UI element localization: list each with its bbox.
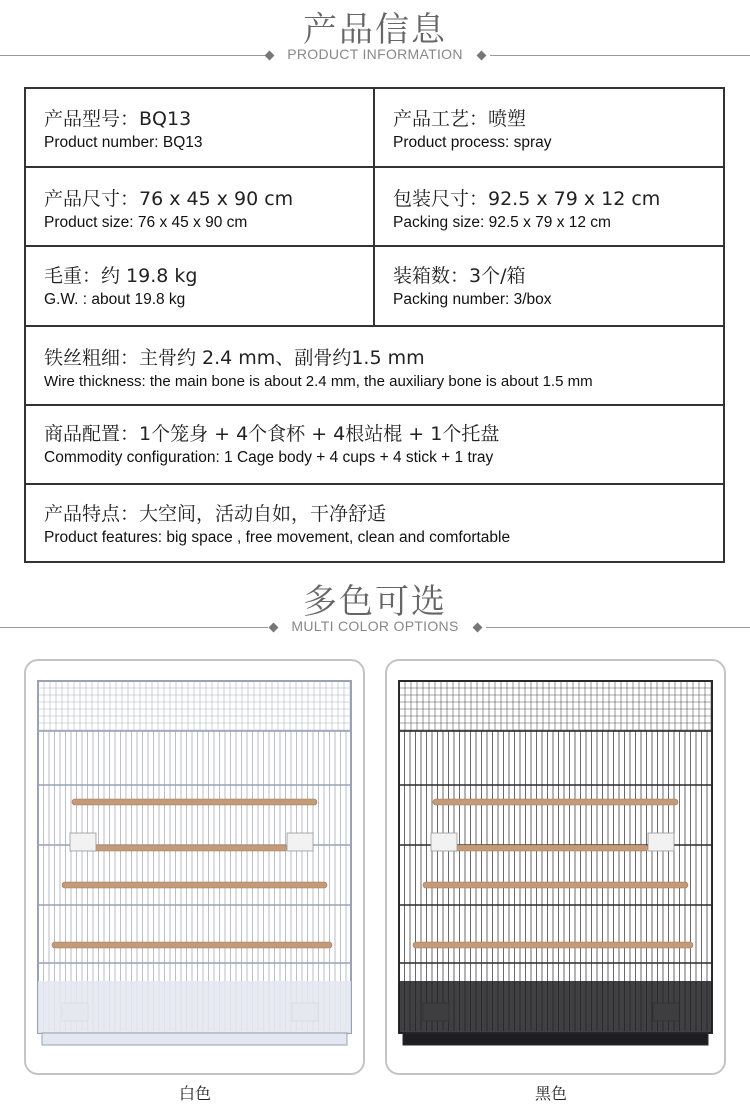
spec-zh: 产品特点：大空间，活动自如，干净舒适 [44, 503, 387, 525]
cage-bars [38, 681, 351, 1033]
spec-row [26, 406, 723, 485]
cage-roof [38, 681, 351, 731]
color-options-title: 多色可选 [303, 582, 447, 622]
spec-cell-size [26, 168, 375, 245]
cage-image-black [393, 673, 718, 1065]
cage-bars [399, 681, 712, 1033]
spec-cell-model [26, 89, 375, 166]
cage-tray [399, 981, 712, 1045]
product-info-title: 产品信息 [303, 10, 447, 50]
color-option-white[interactable] [24, 659, 365, 1075]
spec-en: Product number: BQ13 [44, 134, 203, 151]
spec-row [26, 247, 723, 327]
color-option-black[interactable] [385, 659, 726, 1075]
spec-row [26, 327, 723, 406]
spec-zh: 装箱数：3个/箱 [393, 265, 526, 287]
spec-zh: 产品型号：BQ13 [44, 108, 192, 130]
spec-cell-wire [26, 327, 723, 404]
color-label-white: 白色 [178, 1084, 211, 1103]
spec-row [26, 168, 723, 247]
spec-cell-configuration [26, 406, 723, 483]
spec-zh: 包装尺寸：92.5 x 79 x 12 cm [393, 188, 661, 210]
spec-en: Product features: big space , free movement, clean and comfortable [44, 529, 511, 546]
spec-zh: 商品配置：1个笼身 + 4个食杯 + 4根站棍 + 1个托盘 [44, 423, 500, 445]
color-label-black: 黑色 [534, 1084, 567, 1103]
spec-row [26, 89, 723, 168]
product-info-subtitle: PRODUCT INFORMATION [287, 46, 463, 62]
spec-en: Packing number: 3/box [393, 291, 552, 308]
spec-en: Packing size: 92.5 x 79 x 12 cm [393, 214, 611, 231]
cage-tray [38, 981, 351, 1045]
divider-right [486, 627, 750, 628]
spec-cell-weight [26, 247, 375, 325]
spec-en: Product process: spray [393, 134, 552, 151]
spec-en: G.W. : about 19.8 kg [44, 291, 186, 308]
spec-en: Wire thickness: the main bone is about 2.4 mm, the auxiliary bone is about 1.5 mm [44, 373, 593, 390]
spec-zh: 毛重：约 19.8 kg [44, 265, 198, 287]
spec-row [26, 485, 723, 561]
spec-cell-process [375, 89, 723, 166]
spec-cell-packing-size [375, 168, 723, 245]
cage-roof [399, 681, 712, 731]
color-options-subtitle: MULTI COLOR OPTIONS [291, 618, 459, 634]
spec-table [24, 87, 725, 563]
spec-en: Commodity configuration: 1 Cage body + 4 cups + 4 stick + 1 tray [44, 449, 494, 466]
cage-image-white [32, 673, 357, 1065]
spec-cell-packing-number [375, 247, 723, 325]
spec-zh: 产品工艺：喷塑 [393, 108, 527, 130]
spec-en: Product size: 76 x 45 x 90 cm [44, 214, 248, 231]
spec-zh: 铁丝粗细：主骨约 2.4 mm、副骨约1.5 mm [44, 347, 425, 369]
spec-cell-features [26, 485, 723, 561]
color-options-subtitle-row [0, 618, 750, 638]
spec-zh: 产品尺寸：76 x 45 x 90 cm [44, 188, 294, 210]
divider-right [490, 55, 750, 56]
product-info-subtitle-row [0, 46, 750, 66]
